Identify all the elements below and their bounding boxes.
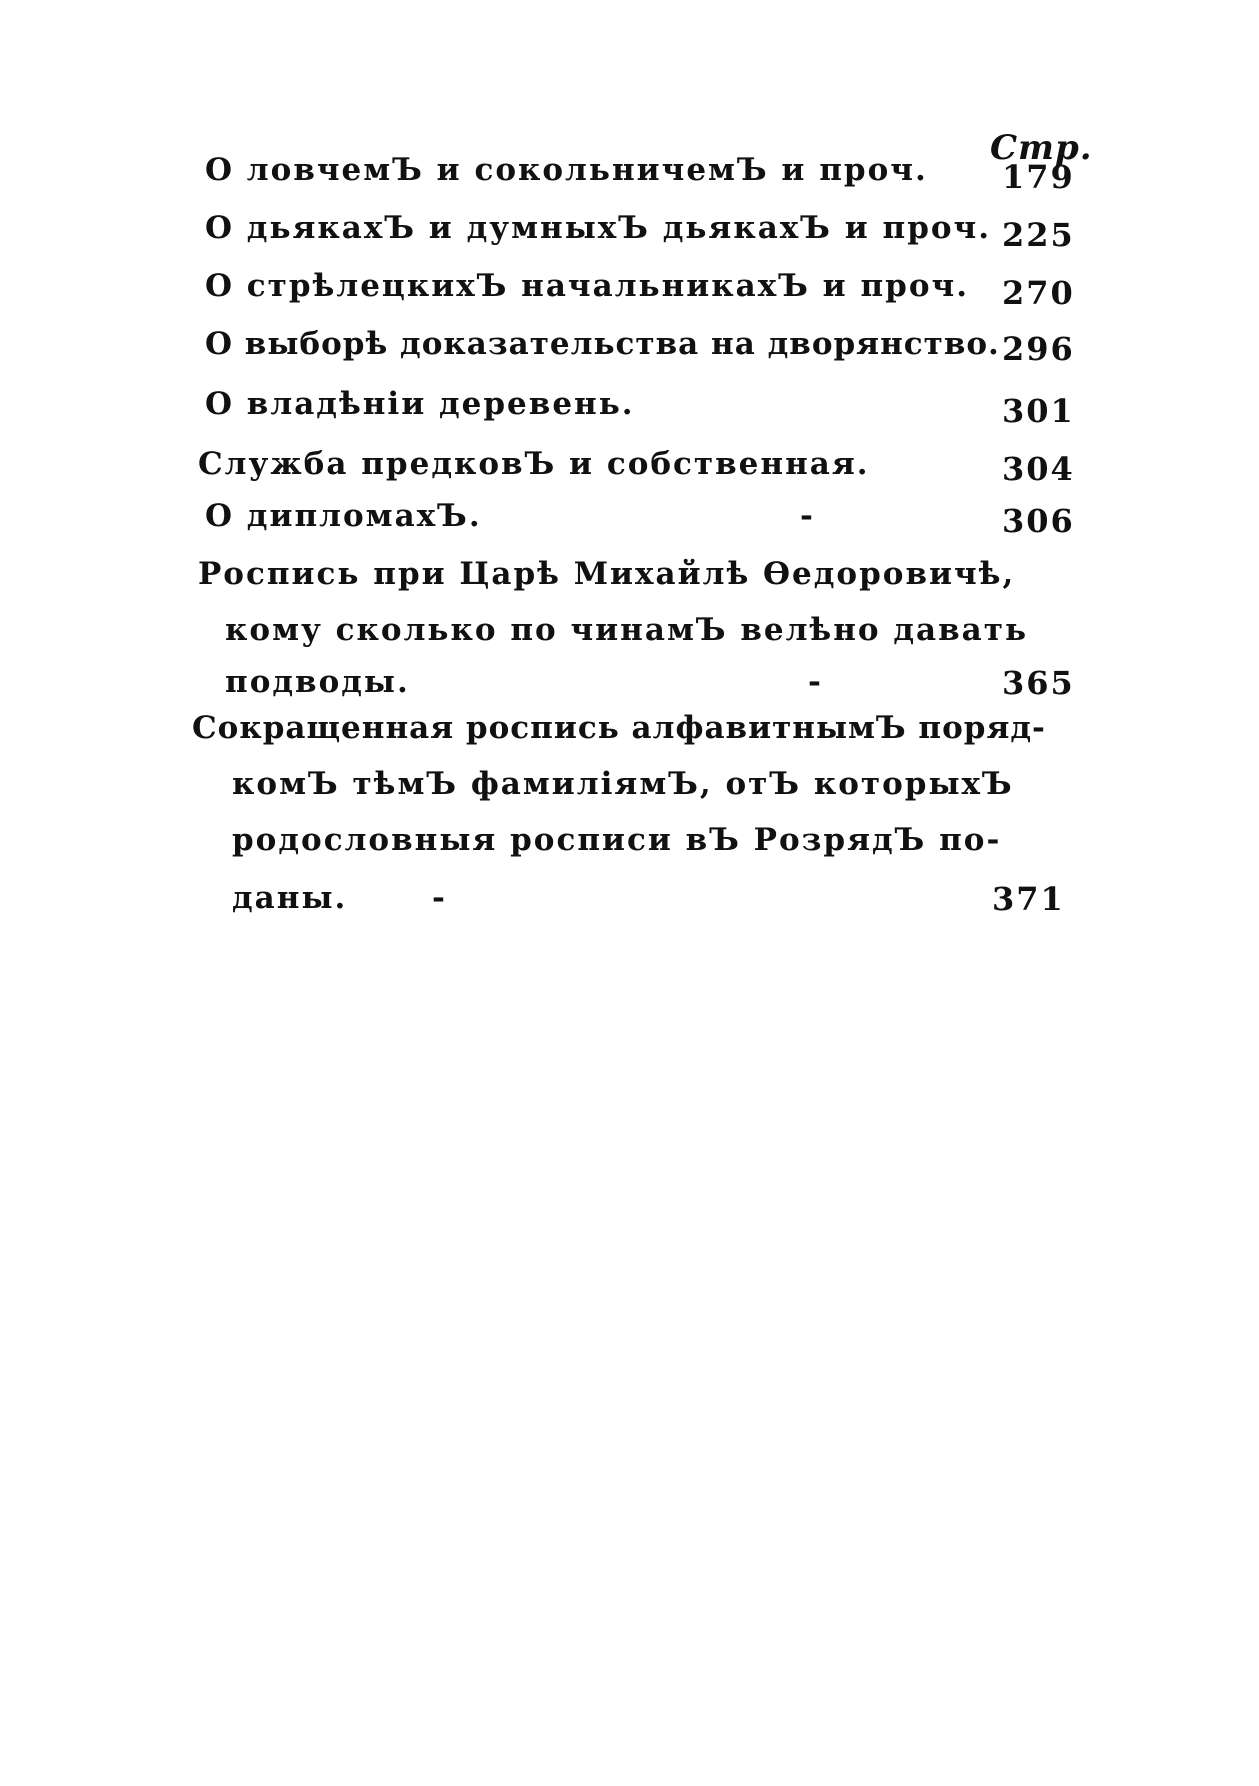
toc-entry-page: 270 — [1002, 274, 1075, 312]
toc-entry-title-line: комЪ тѣмЪ фамиліямЪ, отЪ которыхЪ — [232, 766, 1014, 802]
leader-dash: - — [432, 880, 447, 916]
toc-entry-page: 304 — [1002, 450, 1075, 488]
toc-entry-title-line: Сокращенная роспись алфавитнымЪ поряд- — [192, 710, 1046, 746]
toc-entry-title: О ловчемЪ и сокольничемЪ и проч. — [205, 152, 928, 188]
toc-entry-title-line: даны. — [232, 880, 348, 916]
toc-entry-page: 365 — [1002, 664, 1075, 702]
toc-entry-title: О стрѣлецкихЪ начальникахЪ и проч. — [205, 268, 969, 304]
toc-entry-title-line: родословныя росписи вЪ РозрядЪ по- — [232, 822, 1002, 858]
toc-entry-title: О дипломахЪ. — [205, 498, 482, 534]
toc-entry-title: Служба предковЪ и собственная. — [198, 446, 870, 482]
toc-entry-title: О дьякахЪ и думныхЪ дьякахЪ и проч. — [205, 210, 992, 246]
toc-entry-page: 306 — [1002, 502, 1075, 540]
toc-entry-title-line: Роспись при Царѣ Михайлѣ Ѳедоровичѣ, — [198, 556, 1016, 592]
toc-entry-page: 371 — [992, 880, 1065, 918]
toc-entry-title-line: кому сколько по чинамЪ велѣно давать — [225, 612, 1029, 648]
toc-entry-title: О владѣніи деревень. — [205, 386, 635, 422]
page-column-header: Стр. — [990, 128, 1093, 168]
toc-entry-title: О выборѣ доказательства на дворянство. — [205, 326, 1000, 362]
toc-entry-page: 301 — [1002, 392, 1075, 430]
toc-entry-page: 179 — [1002, 158, 1075, 196]
toc-entry-page: 225 — [1002, 216, 1075, 254]
toc-entry-page: 296 — [1002, 330, 1075, 368]
leader-dash: - — [800, 498, 815, 534]
leader-dash: - — [808, 664, 823, 700]
toc-entry-title-line: подводы. — [225, 664, 410, 700]
